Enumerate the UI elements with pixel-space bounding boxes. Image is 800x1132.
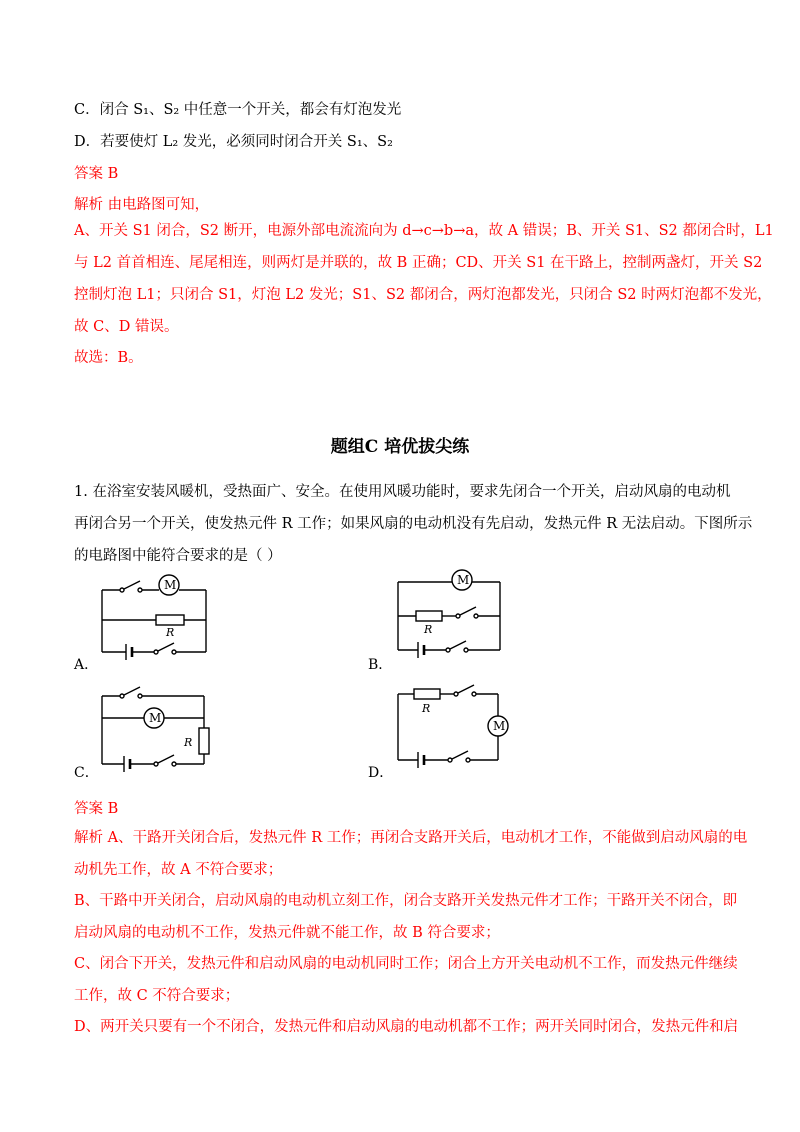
analysis-line: 工作，故 C 不符合要求； bbox=[74, 988, 240, 1004]
resistor-symbol: R bbox=[166, 626, 175, 639]
option-d-text: D．若要使灯 L₂ 发光，必须同时闭合开关 S₁、S₂ bbox=[74, 134, 393, 150]
analysis-line: B、干路中开关闭合，启动风扇的电动机立刻工作，闭合支路开关发热元件才工作；干路开关不闭合，即 bbox=[74, 893, 738, 909]
analysis-line: 动机先工作，故 A 不符合要求； bbox=[74, 862, 283, 878]
analysis-line: 启动风扇的电动机不工作，发热元件就不能工作，故 B 符合要求； bbox=[74, 925, 500, 941]
option-d-label: D． bbox=[368, 765, 394, 781]
analysis-line: C、闭合下开关，发热元件和启动风扇的电动机同时工作；闭合上方开关电动机不工作，而发热元件继续 bbox=[74, 956, 738, 972]
question-line: 的电路图中能符合要求的是（ ） bbox=[74, 548, 282, 564]
section-title: 题组C 培优拔尖练 bbox=[330, 437, 470, 457]
resistor-symbol: R bbox=[184, 736, 193, 749]
option-c-label: C． bbox=[74, 765, 99, 781]
option-b-label: B． bbox=[368, 657, 393, 673]
prev-analysis-line: 控制灯泡 L1；只闭合 S1，灯泡 L2 发光；S1、S2 都闭合，两灯泡都发光，只闭合 S2 时两灯泡都不发光， bbox=[74, 287, 772, 303]
prev-analysis-line: 故选：B。 bbox=[74, 350, 143, 366]
question-line: 1. 在浴室安装风暖机，受热面广、安全。在使用风暖功能时，要求先闭合一个开关，启动风扇的电动机 bbox=[74, 484, 731, 500]
motor-symbol: M bbox=[493, 719, 506, 733]
resistor-symbol: R bbox=[422, 702, 431, 715]
resistor-symbol: R bbox=[424, 623, 433, 636]
motor-symbol: M bbox=[149, 711, 162, 725]
prev-analysis-line: 与 L2 首首相连、尾尾相连，则两灯是并联的，故 B 正确；CD、开关 S1 在干路上，控制两盏灯，开关 S2 bbox=[74, 255, 763, 271]
analysis-line: D、两开关只要有一个不闭合，发热元件和启动风扇的电动机都不工作；两开关同时闭合，发热元件和启 bbox=[74, 1019, 739, 1035]
circuit-diagram-c bbox=[96, 680, 220, 776]
option-a-label: A． bbox=[74, 657, 99, 673]
motor-symbol: M bbox=[164, 578, 177, 592]
question-line: 再闭合另一个开关，使发热元件 R 工作；如果风扇的电动机没有先启动，发热元件 R 无法启动。下图所示 bbox=[74, 516, 753, 532]
circuit-diagram-d bbox=[392, 680, 516, 776]
circuit-diagram-a bbox=[96, 570, 216, 666]
option-c-text: C．闭合 S₁、S₂ 中任意一个开关，都会有灯泡发光 bbox=[74, 102, 402, 118]
prev-analysis-line: 故 C、D 错误。 bbox=[74, 319, 179, 335]
answer-text: 答案 B bbox=[74, 801, 119, 817]
analysis-line: 解析 A、干路开关闭合后，发热元件 R 工作；再闭合支路开关后，电动机才工作，不能做到启动风扇的电 bbox=[74, 830, 748, 846]
circuit-diagram-b bbox=[392, 566, 512, 666]
prev-analysis-line: A、开关 S1 闭合，S2 断开，电源外部电流流向为 d→c→b→a，故 A 错误；B、开关 S1、S2 都闭合时，L1 bbox=[74, 223, 774, 239]
prev-answer: 答案 B bbox=[74, 166, 119, 182]
prev-analysis-line: 解析 由电路图可知， bbox=[74, 197, 210, 213]
motor-symbol: M bbox=[457, 573, 470, 587]
